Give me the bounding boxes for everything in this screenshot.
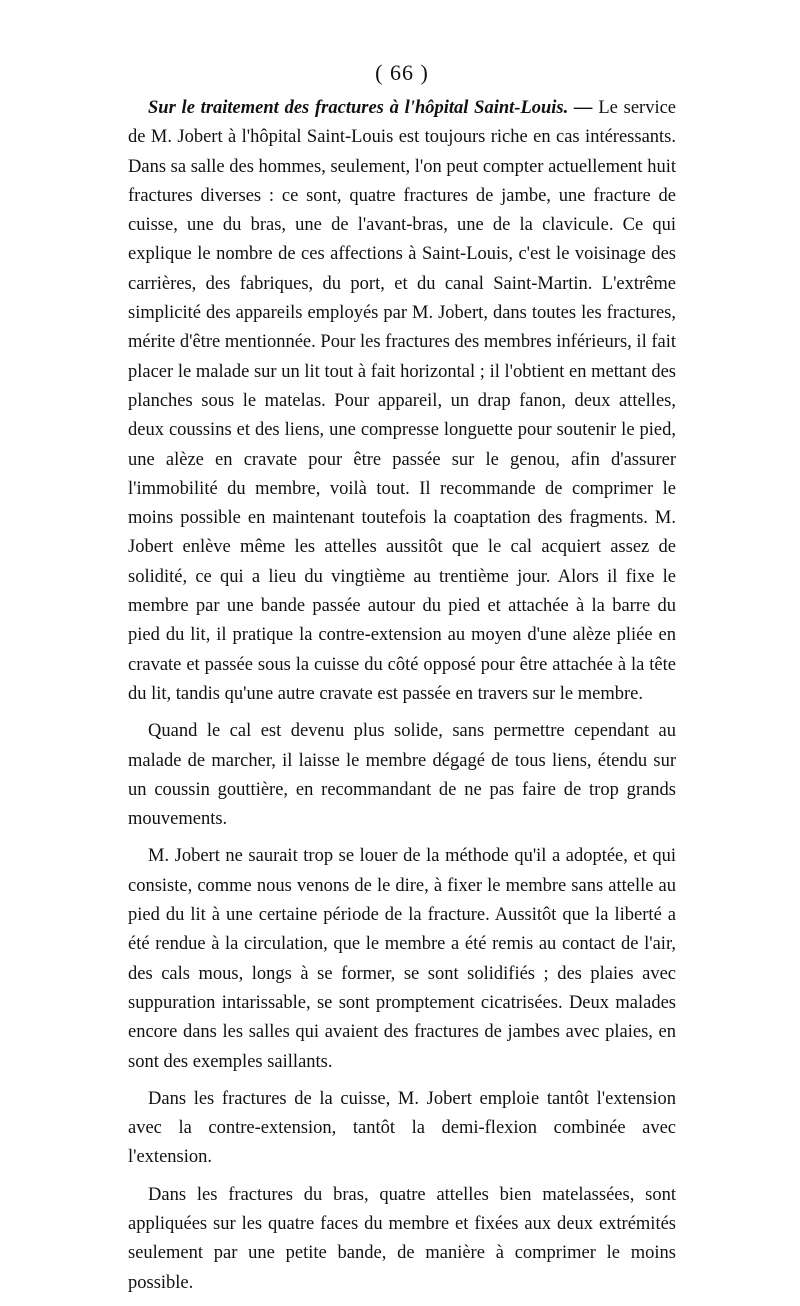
paragraph-3: M. Jobert ne saurait trop se louer de la méthode qu'il a adoptée, et qui consiste, comme nous venons de le dire, à fixer le membre sans attelle au pied du lit à une certaine période de la fracture. Aussitôt que la liberté a été rendue à la circulation, que le membre a été remis au contact de l'air, des cals mous, longs à se former, se sont solidifiés ; des plaies avec suppuration intarissable, se sont promptement cicatrisées. Deux malades encore dans les salles qui avaient des fractures de jambes avec plaies, en sont des exemples saillants.	[128, 846, 676, 1072]
paragraph-5: Dans les fractures du bras, quatre attelles bien matelassées, sont appliquées sur les quatre faces du membre et fixées aux deux extrémités seulement par une petite bande, de manière à comprimer le moins possible.	[128, 1184, 676, 1293]
paragraph-1-text: Le service de M. Jobert à l'hôpital Saint-Louis est toujours riche en cas intéressants. Dans sa salle des hommes, seulement, l'on peut compter actuellement huit fractures diverses : ce sont, quatre fractures de jambe, une fracture de cuisse, une du bras, une de l'avant-bras, une de la clavicule. Ce qui explique le nombre de ces affections à Saint-Louis, c'est le voisinage des carrières, des fabriques, du port, et du canal Saint-Martin. L'extrême simplicité des appareils employés par M. Jobert, dans toutes les fractures, mérite d'être mentionnée. Pour les fractures des membres inférieurs, il fait placer le malade sur un lit tout à fait horizontal ; il l'obtient en mettant des planches sous le matelas. Pour appareil, un drap fanon, deux attelles, deux coussins et des liens, une compresse longuette pour soutenir le pied, une alèze en cravate pour être passée sur le genou, afin d'assurer l'immobilité du membre, voilà tout. Il recommande de comprimer le moins possible en maintenant toutefois la coaptation des fragments. M. Jobert enlève même les attelles aussitôt que le cal acquiert assez de solidité, ce qui a lieu du vingtième au trentième jour. Alors il fixe le membre par une bande passée autour du pied et attachée à la barre du pied du lit, il pratique la contre-extension au moyen d'une alèze pliée en cravate et passée sous la cuisse du côté opposé pour être attachée à la tête du lit, tandis qu'une autre cravate est passée en travers sur le membre.	[128, 98, 677, 704]
paragraph-1	[128, 94, 676, 709]
paragraph-4: Dans les fractures de la cuisse, M. Jobert emploie tantôt l'extension avec la contre-extension, tantôt la demi-flexion combinée avec l'extension.	[128, 1088, 676, 1168]
document-page	[128, 58, 676, 1306]
paragraph-2: Quand le cal est devenu plus solide, sans permettre cependant au malade de marcher, il laisse le membre dégagé de tous liens, étendu sur un coussin gouttière, en recommandant de ne pas faire de trop grands mouvements.	[128, 721, 676, 830]
section-heading: Sur le traitement des fractures à l'hôpital Saint-Louis. —	[148, 98, 593, 118]
page-number: ( 66 )	[375, 60, 429, 85]
